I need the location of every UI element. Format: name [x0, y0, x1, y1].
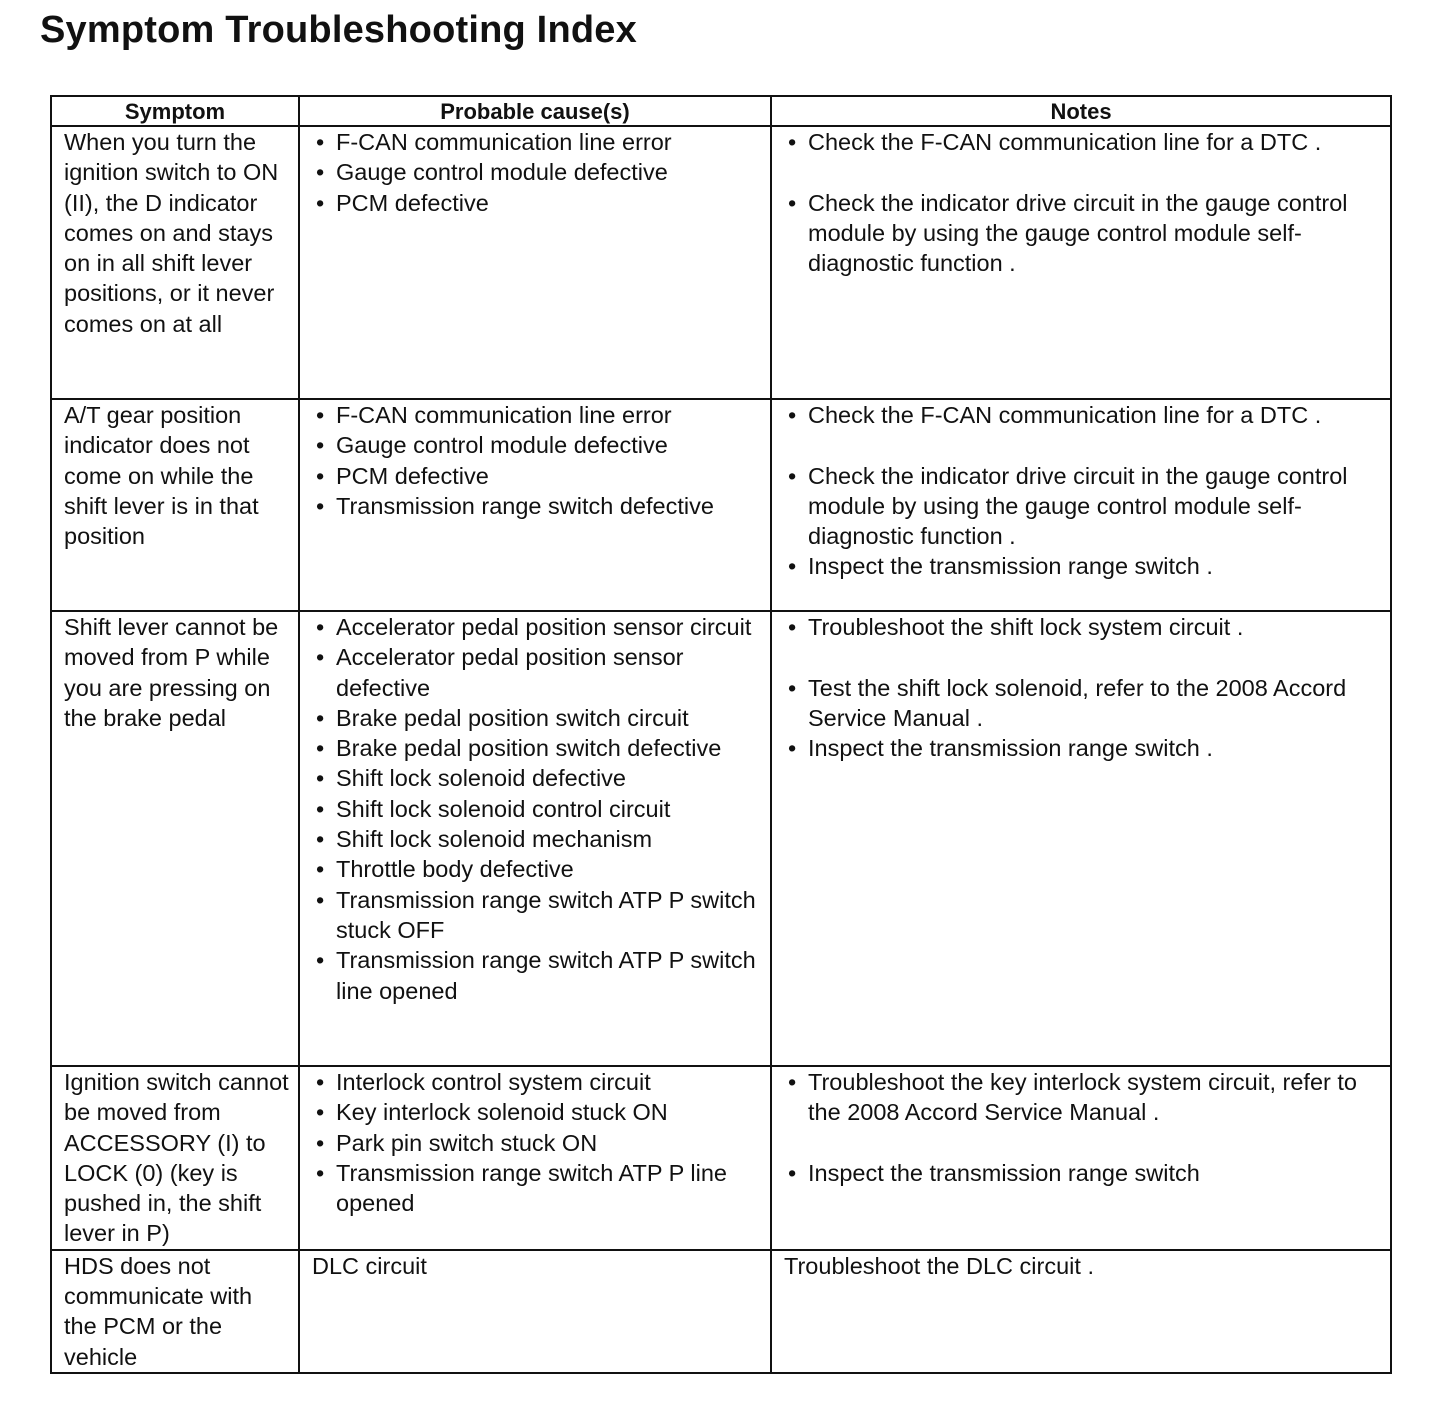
list-item: • Transmission range switch ATP P switch line opened [312, 945, 762, 1006]
symptom-cell [51, 399, 299, 611]
list-item: • Interlock control system circuit [312, 1067, 762, 1097]
list-item: • Gauge control module defective [312, 430, 762, 460]
causes-cell [299, 399, 771, 611]
symptom-cell [51, 611, 299, 1066]
causes-cell [299, 1250, 771, 1373]
list-item: • Park pin switch stuck ON [312, 1128, 762, 1158]
causes-list [312, 127, 762, 218]
symptom-cell [51, 126, 299, 399]
causes-list [312, 1067, 762, 1218]
notes-cell [771, 126, 1391, 399]
notes-list [784, 612, 1382, 763]
list-item: • Brake pedal position switch circuit [312, 703, 762, 733]
causes-cell [299, 611, 771, 1066]
symptom-text: HDS does not communicate with the PCM or the vehicle [64, 1252, 253, 1370]
list-item: • F-CAN communication line error [312, 127, 762, 157]
table-row [51, 611, 1391, 1066]
list-item: • Gauge control module defective [312, 157, 762, 187]
causes-cell [299, 126, 771, 399]
notes-cell [771, 1066, 1391, 1250]
symptom-troubleshooting-table [50, 95, 1392, 1374]
list-item: • Brake pedal position switch defective [312, 733, 762, 763]
note-text: Troubleshoot the DLC circuit . [784, 1252, 1094, 1279]
list-item: • PCM defective [312, 188, 762, 218]
symptom-cell [51, 1250, 299, 1373]
notes-list [784, 127, 1382, 278]
list-item: • Accelerator pedal position sensor defective [312, 642, 762, 703]
list-item: • PCM defective [312, 461, 762, 491]
list-item: • Accelerator pedal position sensor circuit [312, 612, 762, 642]
notes-cell [771, 611, 1391, 1066]
list-item: • Shift lock solenoid control circuit [312, 794, 762, 824]
header-notes: Notes [771, 96, 1391, 126]
list-item: • Transmission range switch defective [312, 491, 762, 521]
symptom-text: Shift lever cannot be moved from P while you are pressing on the brake pedal [64, 614, 279, 731]
symptom-text: Ignition switch cannot be moved from ACCESSORY (I) to LOCK (0) (key is pushed in, the shift lever in P) [64, 1069, 289, 1247]
causes-list [312, 612, 762, 1006]
list-item: • Shift lock solenoid mechanism [312, 824, 762, 854]
list-item: • Troubleshoot the key interlock system circuit, refer to the 2008 Accord Service Manual . [784, 1067, 1382, 1128]
cause-text: DLC circuit [312, 1252, 427, 1279]
table-row [51, 399, 1391, 611]
notes-list [784, 400, 1382, 582]
header-probable-causes: Probable cause(s) [299, 96, 771, 126]
list-item: • Transmission range switch ATP P line opened [312, 1158, 762, 1219]
notes-list [784, 1067, 1382, 1188]
causes-cell [299, 1066, 771, 1250]
notes-cell [771, 1250, 1391, 1373]
symptom-text: A/T gear position indicator does not come on while the shift lever is in that position [64, 402, 259, 550]
list-item: • Check the indicator drive circuit in the gauge control module by using the gauge control module self-diagnostic function . [784, 461, 1382, 552]
symptom-text: When you turn the ignition switch to ON (II), the D indicator comes on and stays on in all shift lever positions, or it never comes on at all [64, 129, 279, 337]
list-item: • Check the indicator drive circuit in the gauge control module by using the gauge control module self-diagnostic function . [784, 188, 1382, 279]
page-title: Symptom Troubleshooting Index [40, 9, 637, 51]
symptom-cell [51, 1066, 299, 1250]
list-item: • Troubleshoot the shift lock system circuit . [784, 612, 1382, 642]
list-item: • Check the F-CAN communication line for a DTC . [784, 400, 1382, 430]
list-item: • Inspect the transmission range switch . [784, 733, 1382, 763]
list-item: • Throttle body defective [312, 854, 762, 884]
list-item: • Check the F-CAN communication line for a DTC . [784, 127, 1382, 157]
header-symptom: Symptom [51, 96, 299, 126]
table-header-row [51, 96, 1391, 126]
list-item: • Test the shift lock solenoid, refer to the 2008 Accord Service Manual . [784, 673, 1382, 734]
list-item: • Inspect the transmission range switch [784, 1158, 1382, 1188]
table-row [51, 1250, 1391, 1373]
list-item: • Transmission range switch ATP P switch stuck OFF [312, 885, 762, 946]
list-item: • Inspect the transmission range switch . [784, 551, 1382, 581]
notes-cell [771, 399, 1391, 611]
list-item: • Shift lock solenoid defective [312, 763, 762, 793]
list-item: • F-CAN communication line error [312, 400, 762, 430]
table-row [51, 126, 1391, 399]
list-item: • Key interlock solenoid stuck ON [312, 1097, 762, 1127]
causes-list [312, 400, 762, 521]
table-row [51, 1066, 1391, 1250]
